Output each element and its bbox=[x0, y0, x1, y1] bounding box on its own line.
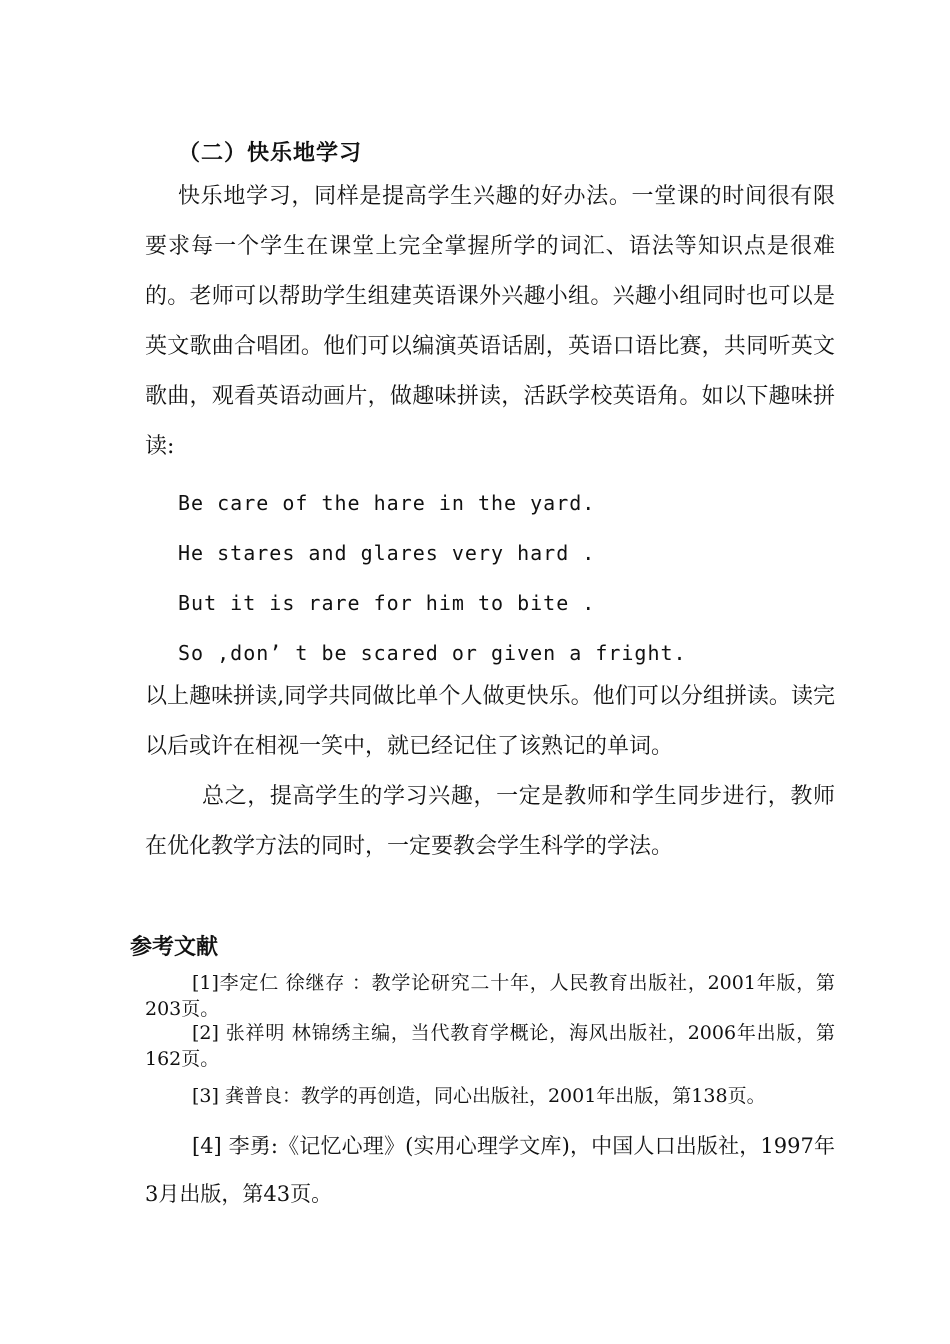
paragraph-text: 总之，提高学生的学习兴趣，一定是教师和学生同步进行，教师在优化教学方法的同时，一定要教会学生科学的学法。 bbox=[145, 784, 835, 859]
paragraph-text: 快乐地学习，同样是提高学生兴趣的好办法。一堂课的时间很有限要求每一个学生在课堂上完全掌握所学的词汇、语法等知识点是很难的。老师可以帮助学生组建英语课外兴趣小组。兴趣小组同时也可以是英文歌曲合唱团。他们可以编演英语话剧，英语口语比赛，共同听英文歌曲，观看英语动画片，做趣味拼读，活跃学校英语角。如以下趣味拼读: bbox=[145, 184, 835, 459]
rhyme-line-3: But it is rare for him to bite . bbox=[178, 591, 596, 615]
reference-item-3: [3] 龚普良：教学的再创造，同心出版社，2001年出版，第138页。 bbox=[192, 1085, 766, 1107]
phonics-rhyme bbox=[178, 478, 838, 678]
paragraph-text: 以上趣味拼读,同学共同做比单个人做更快乐。他们可以分组拼读。读完以后或许在相视一笑中，就已经记住了该熟记的单词。 bbox=[145, 684, 835, 759]
reference-item-4: [4] 李勇:《记忆心理》(实用心理学文库)，中国人口出版社，1997年3月出版，第43页。 bbox=[145, 1134, 835, 1206]
reference-item-1: [1]李定仁 徐继存 ：教学论研究二十年，人民教育出版社，2001年版，第203页。 bbox=[145, 972, 835, 1020]
rhyme-line-1: Be care of the hare in the yard. bbox=[178, 491, 596, 515]
paragraph-happy-learning bbox=[145, 172, 835, 472]
rhyme-line-4: So ,don’ t be scared or given a fright. bbox=[178, 641, 687, 665]
rhyme-line-2: He stares and glares very hard . bbox=[178, 541, 596, 565]
reference-item-2: [2] 张祥明 林锦绣主编，当代教育学概论，海风出版社，2006年出版，第162页。 bbox=[145, 1022, 835, 1070]
section-heading: （二）快乐地学习 bbox=[178, 141, 363, 166]
paragraph-phonics-summary bbox=[145, 672, 835, 772]
paragraph-conclusion bbox=[145, 772, 835, 872]
references-heading: 参考文献 bbox=[130, 935, 219, 960]
